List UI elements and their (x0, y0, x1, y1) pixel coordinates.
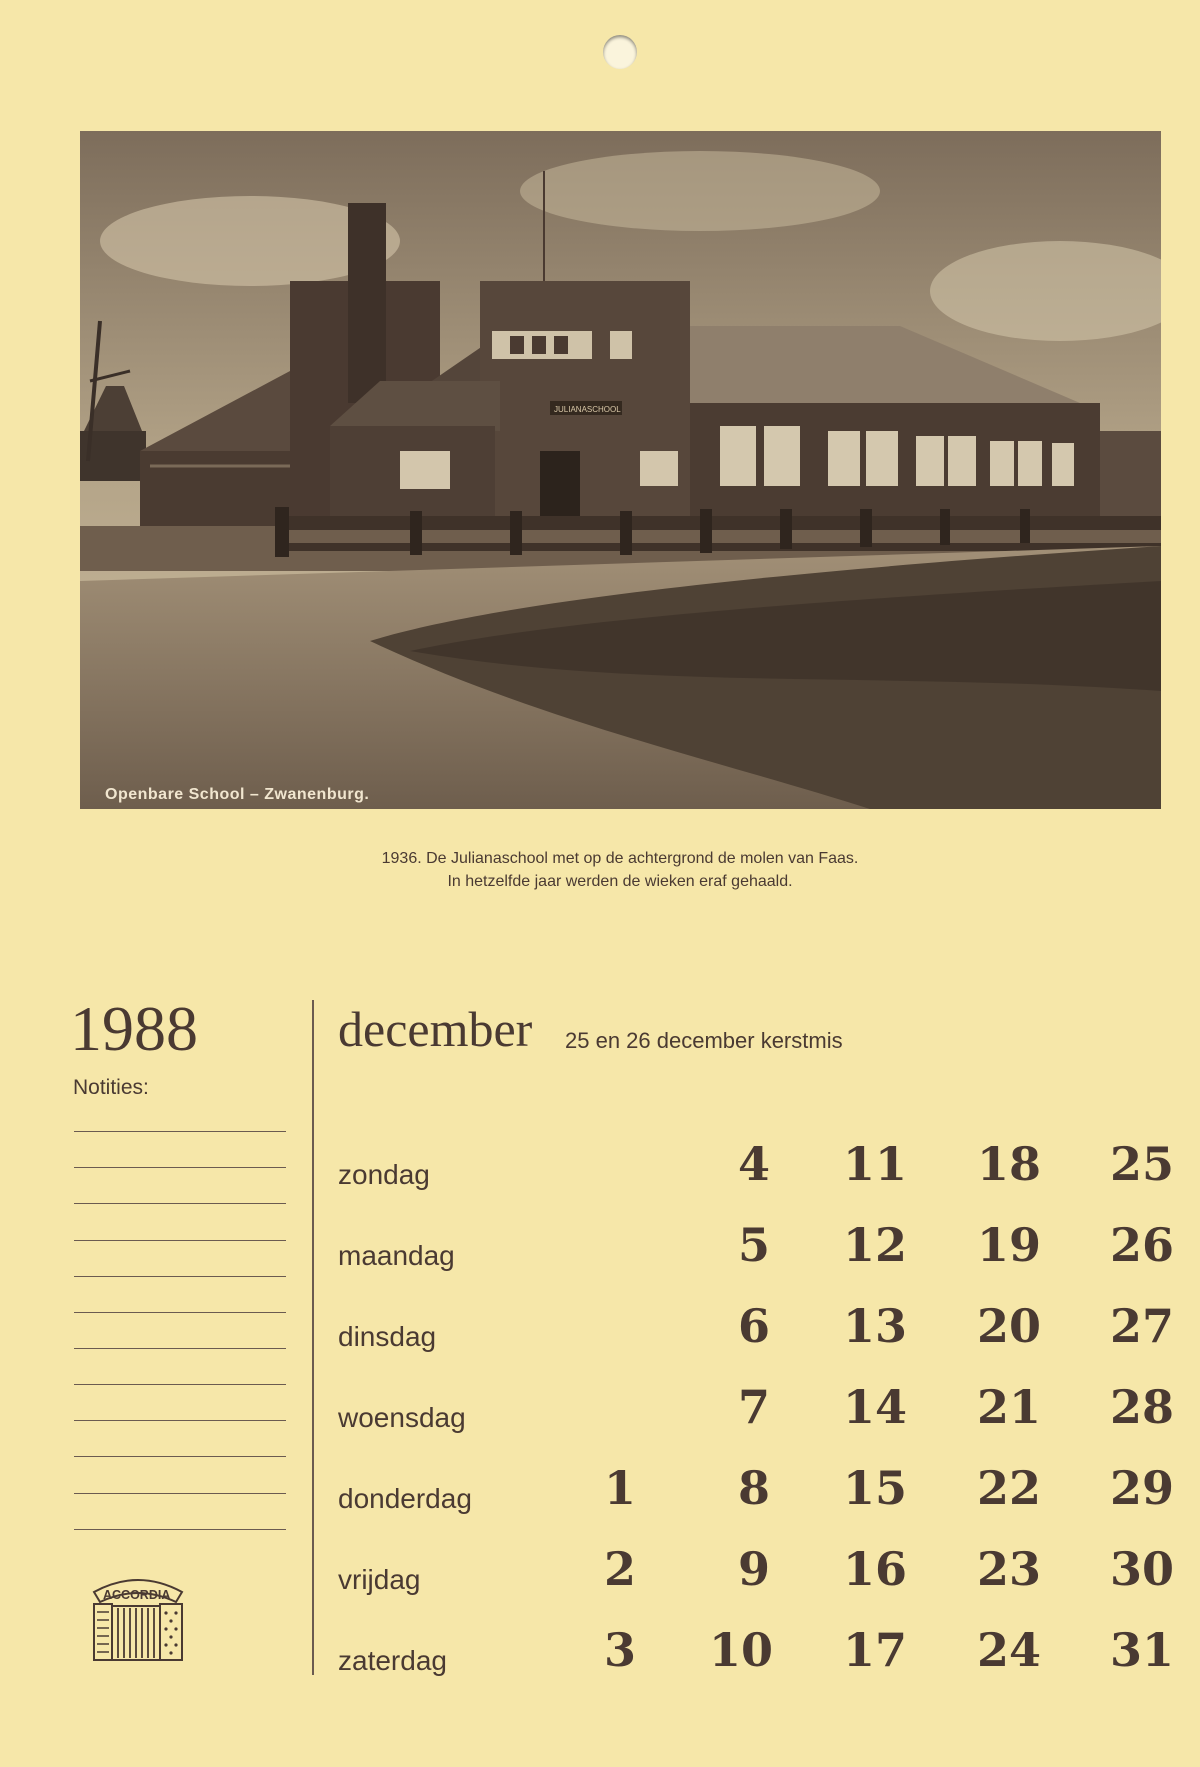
month-title: december (338, 1001, 533, 1057)
day-cell: 5 (737, 1218, 770, 1272)
day-cell: 30 (1109, 1542, 1174, 1596)
caption-line-1: 1936. De Julianaschool met op de achtergrond de molen van Faas. (381, 850, 859, 867)
day-cell: 1 (603, 1461, 636, 1515)
note-line (74, 1167, 286, 1168)
day-cell: 17 (842, 1623, 907, 1677)
day-cell: 28 (1109, 1380, 1174, 1434)
day-cell: 13 (842, 1299, 907, 1353)
day-cell: 24 (976, 1623, 1041, 1677)
notes-label: Notities: (73, 1076, 149, 1099)
photo-label: Openbare School – Zwanenburg. (105, 786, 370, 803)
weekday-label: vrijdag (338, 1564, 421, 1595)
accordia-logo (86, 1568, 190, 1672)
day-cell: 25 (1109, 1137, 1174, 1191)
day-cell: 12 (842, 1218, 907, 1272)
year: 1988 (70, 993, 198, 1064)
column-divider (312, 1000, 314, 1675)
day-cell: 9 (737, 1542, 770, 1596)
weekday-label: zaterdag (338, 1645, 447, 1676)
day-cell: 20 (976, 1299, 1041, 1353)
note-line (74, 1276, 286, 1277)
day-cell: 7 (737, 1380, 770, 1434)
day-cell: 18 (976, 1137, 1041, 1191)
day-cell: 29 (1109, 1461, 1174, 1515)
holiday-note: 25 en 26 december kerstmis (565, 1028, 843, 1053)
day-cell: 6 (737, 1299, 770, 1353)
day-cell: 3 (603, 1623, 636, 1677)
weekday-label: maandag (338, 1240, 455, 1271)
day-cell: 15 (842, 1461, 907, 1515)
weekday-label: woensdag (338, 1402, 466, 1433)
day-cell: 21 (976, 1380, 1041, 1434)
caption-line-2: In hetzelfde jaar werden de wieken eraf gehaald. (447, 873, 793, 890)
day-cell: 8 (737, 1461, 770, 1515)
note-line (74, 1493, 286, 1494)
day-cell: 2 (603, 1542, 636, 1596)
note-line (74, 1420, 286, 1421)
day-cell: 22 (976, 1461, 1041, 1515)
day-cell: 27 (1109, 1299, 1174, 1353)
day-cell: 23 (976, 1542, 1041, 1596)
note-line (74, 1203, 286, 1204)
school-sign: JULIANASCHOOL (554, 405, 621, 414)
note-line (74, 1240, 286, 1241)
weekday-label: dinsdag (338, 1321, 437, 1352)
note-line (74, 1348, 286, 1349)
day-cell: 19 (976, 1218, 1041, 1272)
note-line (74, 1529, 286, 1530)
note-line (74, 1312, 286, 1313)
note-line (74, 1384, 286, 1385)
day-cell: 11 (842, 1137, 907, 1191)
day-cell: 10 (708, 1623, 773, 1677)
logo-text: ACCORDIA (103, 1588, 171, 1602)
weekday-label: zondag (338, 1159, 430, 1190)
note-line (74, 1456, 286, 1457)
historic-photo (80, 131, 1161, 809)
note-line (74, 1131, 286, 1132)
day-cell: 14 (842, 1380, 907, 1434)
day-cell: 31 (1109, 1623, 1174, 1677)
day-cell: 4 (737, 1137, 770, 1191)
weekday-label: donderdag (338, 1483, 472, 1514)
day-cell: 16 (842, 1542, 907, 1596)
day-cell: 26 (1109, 1218, 1174, 1272)
hanging-hole (603, 35, 637, 69)
